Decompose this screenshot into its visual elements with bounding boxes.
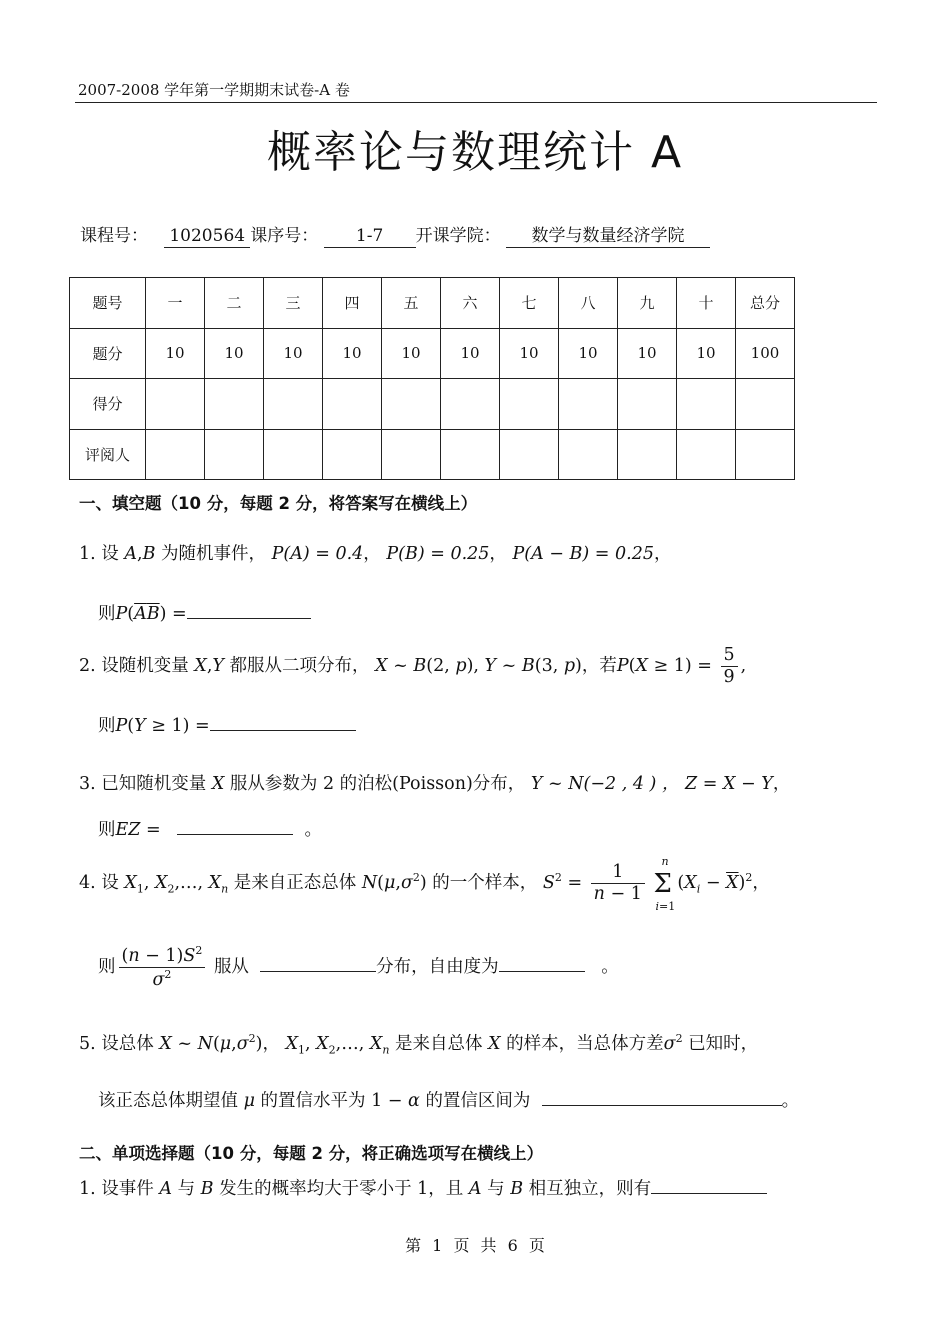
answer-blank[interactable]	[177, 817, 293, 836]
question-cell: 八	[559, 278, 618, 329]
score-cell	[264, 379, 323, 430]
question-cell: 一	[146, 278, 205, 329]
answer-blank[interactable]	[187, 601, 311, 620]
points-cell: 10	[677, 328, 736, 379]
score-cell	[559, 379, 618, 430]
section2-heading: 二、单项选择题（10 分，每题 2 分，将正确选项写在横线上）	[79, 1144, 544, 1163]
points-row	[70, 328, 795, 379]
question-cell: 二	[205, 278, 264, 329]
grader-cell	[736, 429, 795, 480]
section1-heading: 一、填空题（10 分，每题 2 分，将答案写在横线上）	[79, 494, 478, 513]
question-cell: 七	[500, 278, 559, 329]
row-label: 题分	[70, 328, 146, 379]
score-cell	[205, 379, 264, 430]
score-cell	[382, 379, 441, 430]
score-cell	[441, 379, 500, 430]
grader-cell	[500, 429, 559, 480]
points-cell: 10	[559, 328, 618, 379]
grader-cell	[205, 429, 264, 480]
s1-q5-line2: 该正态总体期望值 μ 的置信水平为 1 − α 的置信区间为 。	[98, 1087, 799, 1112]
exam-header: 2007-2008 学年第一学期期末试卷-A 卷	[78, 81, 350, 99]
points-cell: 10	[323, 328, 382, 379]
question-cell: 三	[264, 278, 323, 329]
question-cell: 九	[618, 278, 677, 329]
points-cell: 10	[205, 328, 264, 379]
points-cell: 10	[146, 328, 205, 379]
s1-q4: 4. 设 $X_1$, $X_2,\dots$, $X_n$ 是来自正态总体 $N(\mu,\sigma^2)$ 的一个样本， $S^2$ = $\frac{1}{n - 1}$ Σ n i=1 $(X_i - \overline{X})^2$，	[79, 854, 770, 913]
row-label: 评阅人	[70, 429, 146, 480]
grader-row	[70, 429, 795, 480]
s1-q3-answer: 则EZ = 。	[98, 816, 322, 841]
grader-cell	[264, 429, 323, 480]
score-row	[70, 379, 795, 430]
question-cell: 四	[323, 278, 382, 329]
s1-q2: 2. 设随机变量 X,Y 都服从二项分布， X ~ B(2, p), Y ~ B(3, p)，若P(X ≥ 1) = $\frac{5}{9}$ ,	[79, 645, 747, 687]
score-cell	[323, 379, 382, 430]
score-table	[69, 277, 795, 480]
question-cell: 五	[382, 278, 441, 329]
s1-q1: 1. 设 A,B 为随机事件， P(A) = 0.4， P(B) = 0.25， P(A − B) = 0.25，	[79, 544, 672, 564]
grader-cell	[382, 429, 441, 480]
fraction: $\frac{5}{9}$	[721, 645, 738, 688]
answer-blank[interactable]	[210, 713, 356, 732]
s1-q4-answer: 则 $\frac{(n - 1)S^2}{\sigma^2}$ 服从 分布，自由度为 。	[98, 944, 619, 990]
fraction: $\frac{(n - 1)S^2}{\sigma^2}$	[119, 944, 206, 991]
question-cell: 六	[441, 278, 500, 329]
grader-cell	[146, 429, 205, 480]
page-footer: 第 1 页 共 6 页	[405, 1236, 545, 1255]
grader-cell	[618, 429, 677, 480]
s1-q2-answer: 则P(Y ≥ 1) =	[98, 712, 356, 737]
question-cell: 十	[677, 278, 736, 329]
course-info	[80, 221, 710, 248]
score-cell	[618, 379, 677, 430]
points-cell: 10	[618, 328, 677, 379]
points-cell: 10	[441, 328, 500, 379]
score-cell	[146, 379, 205, 430]
header-divider	[75, 102, 877, 103]
row-label: 题号	[70, 278, 146, 329]
grader-cell	[559, 429, 618, 480]
question-cell: 总分	[736, 278, 795, 329]
answer-blank[interactable]	[499, 953, 585, 972]
grader-cell	[323, 429, 382, 480]
course-no-label: 课程号：	[80, 226, 148, 246]
score-cell	[736, 379, 795, 430]
answer-blank[interactable]	[260, 953, 376, 972]
row-label: 得分	[70, 379, 146, 430]
s2-q1: 1. 设事件 A 与 B 发生的概率均大于零小于 1，且 A 与 B 相互独立，则有	[79, 1175, 767, 1200]
school-name: 数学与数量经济学院	[506, 221, 710, 248]
question-row	[70, 278, 795, 329]
answer-blank[interactable]	[651, 1176, 767, 1195]
answer-blank[interactable]	[542, 1088, 782, 1107]
points-cell: 10	[500, 328, 559, 379]
points-cell: 10	[264, 328, 323, 379]
score-cell	[677, 379, 736, 430]
points-cell: 10	[382, 328, 441, 379]
fraction: $\frac{1}{n - 1}$	[591, 862, 645, 905]
s1-q1-answer: 则$P(\overline{A}\overline{B})$ =	[98, 600, 311, 625]
sum-symbol: Σ n i=1	[653, 854, 676, 913]
s1-q3: 3. 已知随机变量 X 服从参数为 2 的泊松(Poisson)分布， Y ~ N(−2 , 4 ) ， Z = X − Y，	[79, 774, 791, 794]
school-label: 开课学院：	[415, 226, 501, 246]
exam-title: 概率论与数理统计 A	[266, 127, 684, 178]
course-no: 1020564	[164, 226, 250, 248]
score-cell	[500, 379, 559, 430]
seq-label: 课序号：	[250, 226, 319, 246]
points-cell: 100	[736, 328, 795, 379]
s1-q5: 5. 设总体 X ~ $N(\mu,\sigma^2)$， $X_1$, $X_2,\dots$, $X_n$ 是来自总体 X 的样本，当总体方差$\sigma^2$ 已知时，	[79, 1032, 759, 1057]
seq-no: 1-7	[324, 226, 416, 248]
grader-cell	[677, 429, 736, 480]
grader-cell	[441, 429, 500, 480]
